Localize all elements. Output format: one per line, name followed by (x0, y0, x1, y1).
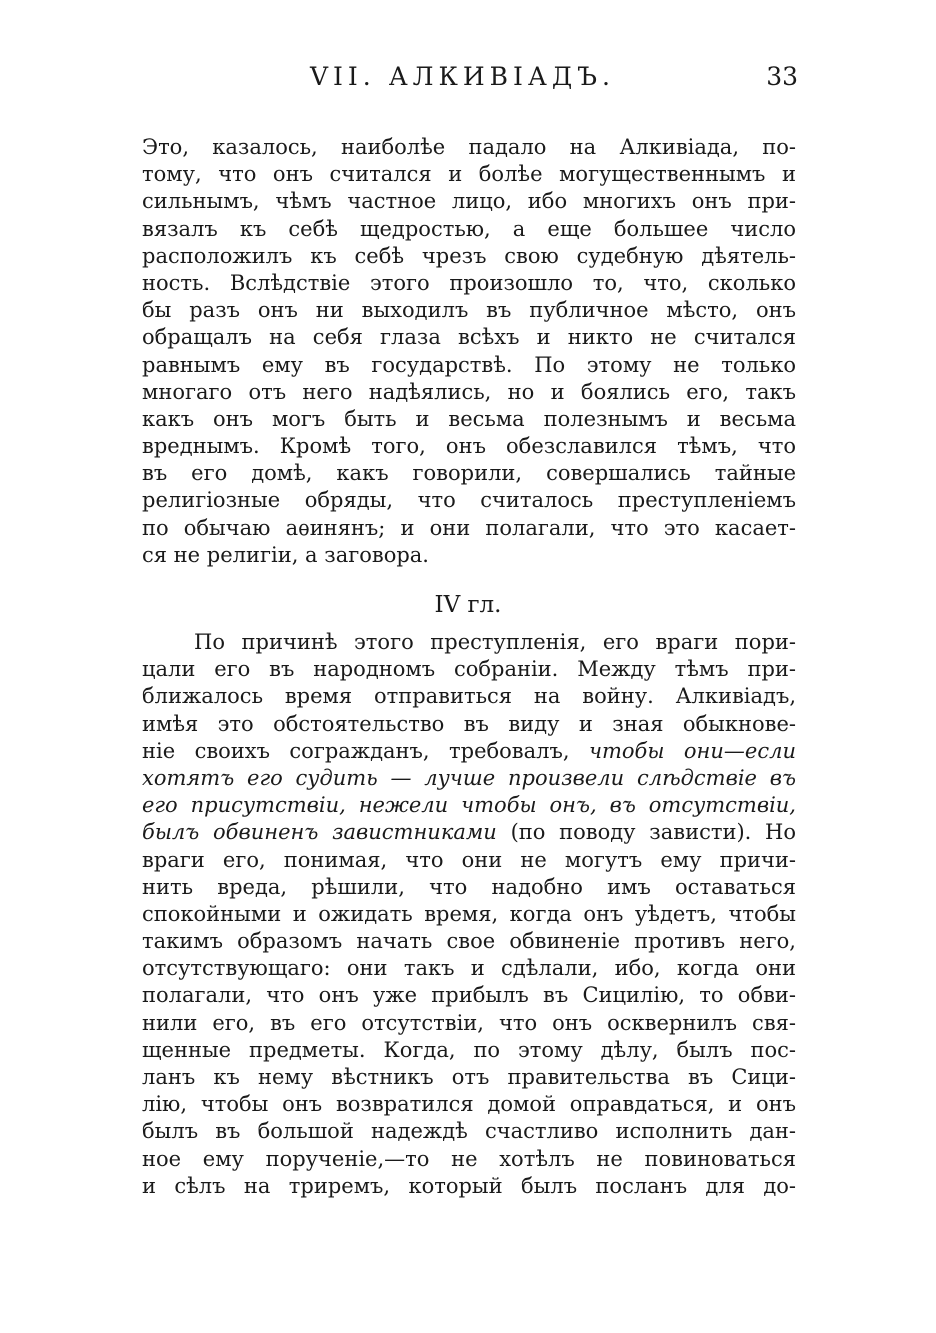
text-segment: ніе своихъ согражданъ, требовалъ, (142, 738, 589, 763)
text-line: расположилъ къ себѣ чрезъ свою судебную дѣятель- (142, 243, 796, 268)
chapter-paragraph (142, 629, 796, 1200)
text-line: враги его, понимая, что они не могутъ ему причи- (142, 847, 796, 872)
text-line: ность. Вслѣдствіе этого произошло то, что, сколько (142, 270, 796, 295)
text-line: многаго отъ него надѣялись, но и боялись его, такъ (142, 379, 796, 404)
paragraph-continuation (142, 134, 796, 569)
page-number: 33 (766, 62, 798, 91)
chapter-heading-text: IV гл. (434, 592, 502, 618)
text-line: нили его, въ его отсутствіи, что онъ осквернилъ свя- (142, 1010, 796, 1035)
text-line: отсутствующаго: они такъ и сдѣлали, ибо, когда они (142, 956, 796, 981)
text-line: имѣя это обстоятельство въ виду и зная обыкнове- (142, 711, 796, 736)
text-line: въ его домѣ, какъ говорили, совершались тайные (142, 461, 796, 486)
italic-line: хотятъ его судить — лучше произвели слѣдствіе въ (142, 765, 796, 790)
text-line: ланъ къ нему вѣстникъ отъ правительства въ Сици- (142, 1065, 796, 1089)
text-line: такимъ образомъ начать свое обвиненіе противъ него, (142, 929, 796, 954)
text-line (142, 819, 796, 846)
text-line: нить вреда, рѣшили, что надобно имъ оставаться (142, 874, 796, 899)
text-line: вязалъ къ себѣ щедростью, а еще большее число (142, 216, 796, 241)
text-line: ся не религіи, а заговора. (142, 542, 429, 567)
italic-segment: былъ обвиненъ завистниками (142, 820, 497, 845)
running-title: VII. АЛКИВІАДЪ. (310, 62, 615, 91)
text-line: обращалъ на себя глаза всѣхъ и никто не считался (142, 325, 796, 350)
text-line: вреднымъ. Кромѣ того, онъ обезславился тѣмъ, что (142, 434, 796, 459)
text-line: религіозные обряды, что считалось преступленіемъ (142, 488, 796, 513)
text-line: бы разъ онъ ни выходилъ въ публичное мѣсто, онъ (142, 298, 796, 323)
text-line: былъ въ большой надеждѣ счастливо исполнить дан- (142, 1119, 796, 1144)
text-line: лію, чтобы онъ возвратился домой оправдаться, и онъ (142, 1092, 796, 1117)
text-line: равнымъ ему въ государствѣ. По этому не только (142, 352, 796, 377)
text-line (142, 738, 796, 765)
chapter-heading (0, 592, 936, 618)
italic-segment: чтобы они—если (588, 738, 796, 763)
text-segment: (по поводу зависти). Но (496, 820, 796, 845)
text-line: спокойными и ожидать время, когда онъ уѣдетъ, чтобы (142, 901, 796, 926)
text-line: полагали, что онъ уже прибылъ въ Сицилію, то обви- (142, 983, 796, 1008)
text-line: ближалось время отправиться на войну. Алкивіадъ, (142, 684, 796, 709)
running-head (140, 62, 800, 96)
text-line: по обычаю аѳинянъ; и они полагали, что это касает- (142, 515, 796, 540)
text-line: и сѣлъ на триремъ, который былъ посланъ для до- (142, 1173, 796, 1198)
italic-line: его присутствіи, нежели чтобы онъ, въ отсутствіи, (142, 793, 796, 818)
text-line: По причинѣ этого преступленія, его враги пори- (194, 630, 796, 654)
text-line: какъ онъ могъ быть и весьма полезнымъ и весьма (142, 406, 796, 431)
text-line: цали его въ народномъ собраніи. Между тѣмъ при- (142, 657, 796, 682)
text-line: щенные предметы. Когда, по этому дѣлу, былъ пос- (142, 1037, 796, 1062)
text-line: сильнымъ, чѣмъ частное лицо, ибо многихъ онъ при- (142, 189, 796, 214)
text-line: Это, казалось, наиболѣе падало на Алкивіада, по- (142, 135, 796, 159)
text-line: тому, что онъ считался и болѣе могущественнымъ и (142, 162, 796, 187)
text-line: ное ему порученіе,—то не хотѣлъ не повиноваться (142, 1146, 796, 1171)
